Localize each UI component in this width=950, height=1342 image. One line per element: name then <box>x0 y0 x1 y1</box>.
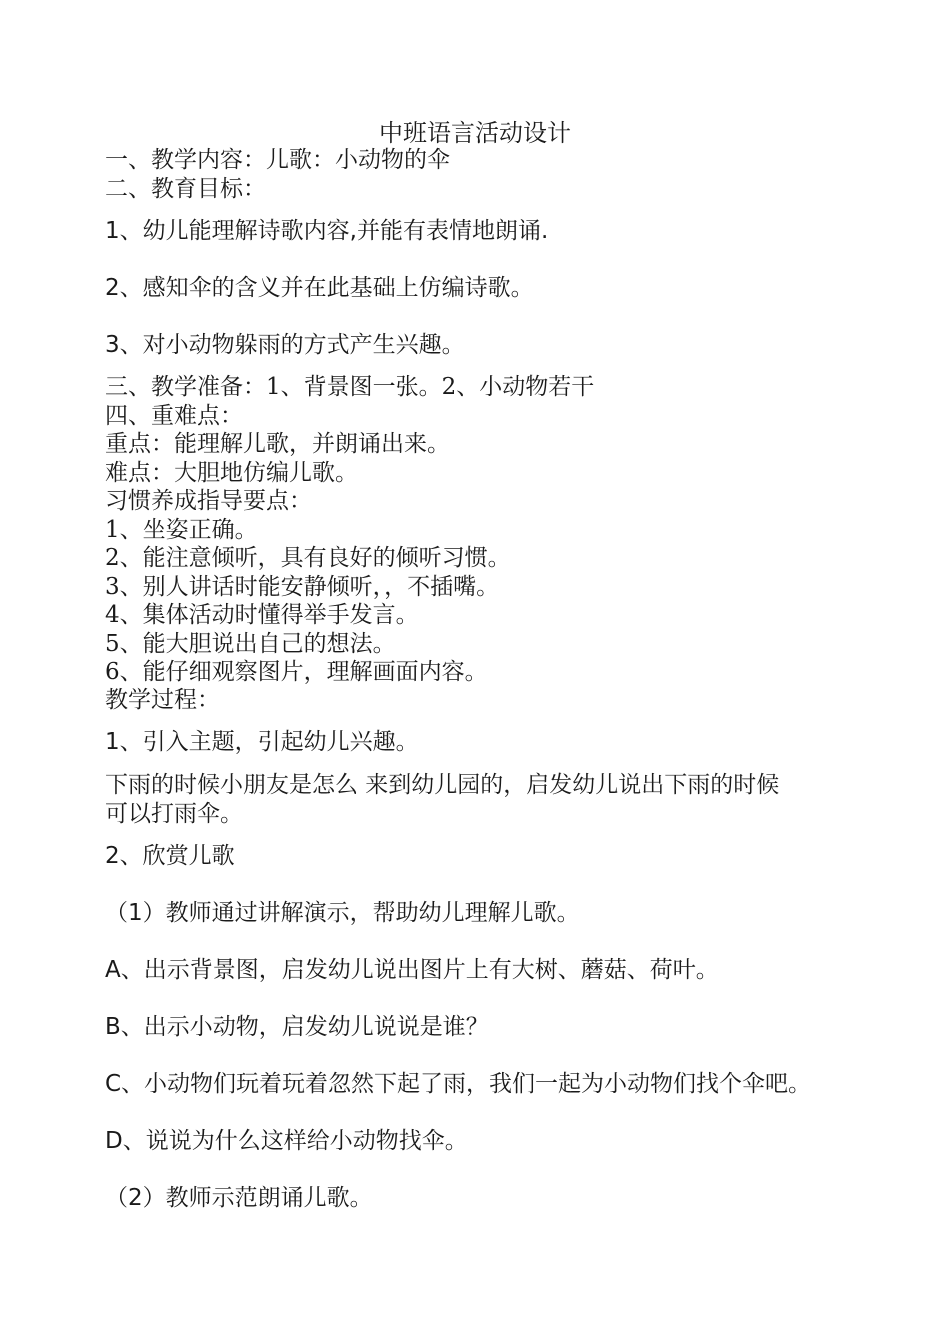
process-step-d: D、说说为什么这样给小动物找伞。 <box>105 1128 468 1154</box>
habit-1: 1、坐姿正确。 <box>105 517 258 543</box>
key-point: 重点：能理解儿歌，并朗诵出来。 <box>105 431 450 457</box>
habit-heading: 习惯养成指导要点： <box>105 488 312 514</box>
habit-4: 4、集体活动时懂得举手发言。 <box>105 602 419 628</box>
goal-3: 3、对小动物躲雨的方式产生兴趣。 <box>105 332 465 358</box>
goal-1: 1、幼儿能理解诗歌内容,并能有表情地朗诵. <box>105 218 549 244</box>
process-step-2-2: （2）教师示范朗诵儿歌。 <box>105 1185 373 1211</box>
difficult-point: 难点：大胆地仿编儿歌。 <box>105 460 358 486</box>
section-preparation: 三、教学准备：1、背景图一张。2、小动物若干 <box>105 374 595 400</box>
section-content: 一、教学内容：儿歌：小动物的伞 <box>105 147 450 173</box>
habit-5: 5、能大胆说出自己的想法。 <box>105 631 396 657</box>
section-key-points: 四、重难点： <box>105 403 243 429</box>
process-step-1: 1、引入主题，引起幼儿兴趣。 <box>105 729 419 755</box>
habit-2: 2、能注意倾听，具有良好的倾听习惯。 <box>105 545 511 571</box>
habit-6: 6、能仔细观察图片，理解画面内容。 <box>105 659 488 685</box>
document-title: 中班语言活动设计 <box>379 119 571 147</box>
process-step-a: A、出示背景图，启发幼儿说出图片上有大树、蘑菇、荷叶。 <box>105 957 719 983</box>
process-step-1-detail: 下雨的时候小朋友是怎么 来到幼儿园的，启发幼儿说出下雨的时候 <box>105 772 780 798</box>
process-step-b: B、出示小动物，启发幼儿说说是谁？ <box>105 1014 489 1040</box>
habit-3: 3、别人讲话时能安静倾听，，不插嘴。 <box>105 574 500 600</box>
process-step-2-1: （1）教师通过讲解演示，帮助幼儿理解儿歌。 <box>105 900 580 926</box>
process-step-c: C、小动物们玩着玩着忽然下起了雨，我们一起为小动物们找个伞吧。 <box>105 1071 812 1097</box>
process-step-1-detail-cont: 可以打雨伞。 <box>105 801 243 827</box>
section-goals: 二、教育目标： <box>105 176 266 202</box>
process-heading: 教学过程： <box>105 687 220 713</box>
goal-2: 2、感知伞的含义并在此基础上仿编诗歌。 <box>105 275 534 301</box>
process-step-2: 2、欣赏儿歌 <box>105 843 235 869</box>
